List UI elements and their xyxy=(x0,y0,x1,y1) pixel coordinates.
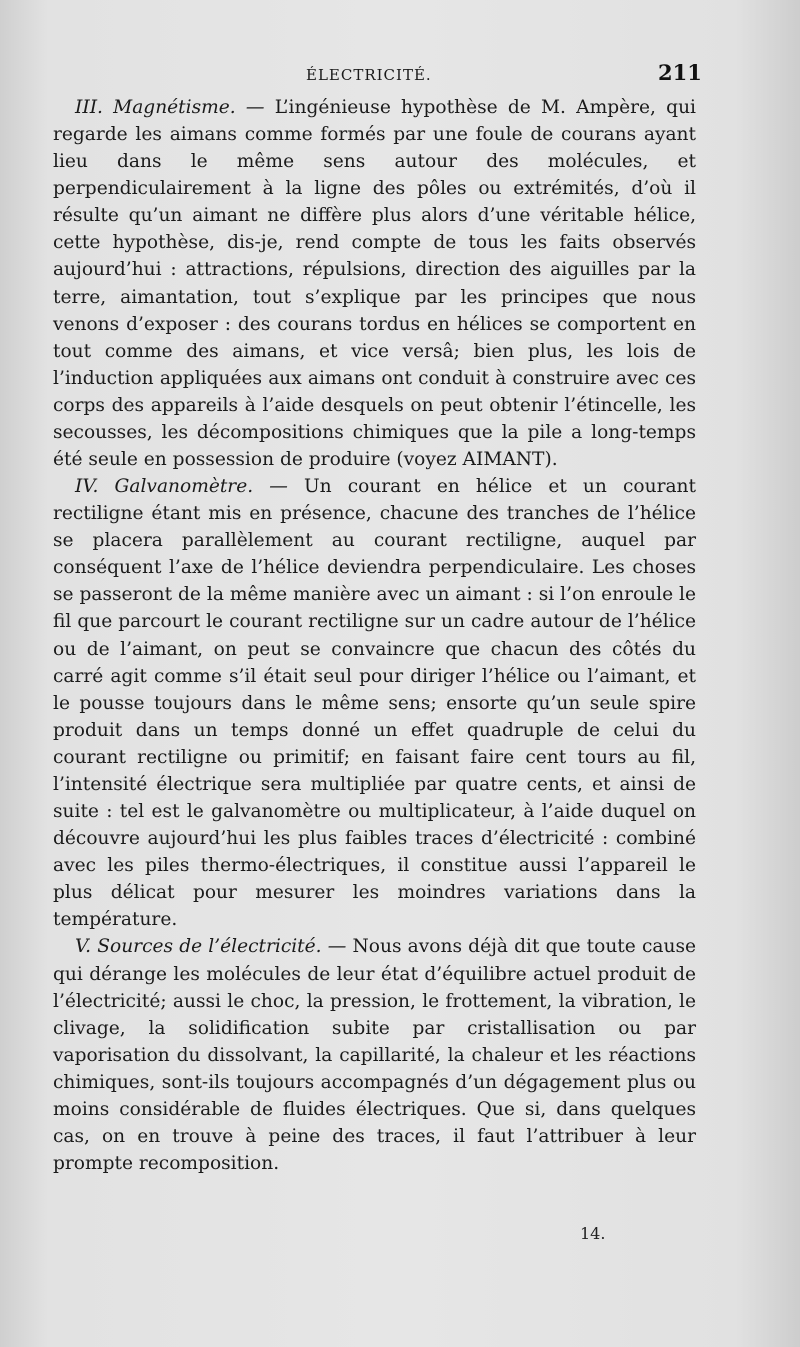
section-heading: IV. Galvanomètre. — xyxy=(75,476,288,498)
paragraph-text: Un courant en hélice et un courant rectiligne étant mis en présence, chacune des tranches de l’hélice se placera parallèlement au courant rectiligne, auquel par conséquent l’axe de l’hélice deviendra perpendiculaire. Les choses se passeront de la même manière avec un aimant : si l’on enroule le fil que parcourt le courant rectiligne sur un cadre autour de l’hélice ou de l’aimant, on peut se convaincre que chacun des côtés du carré agit comme s’il était seul pour diriger l’hélice ou l’aimant, et le pousse toujours dans le même sens; ensorte qu’un seule spire produit dans un temps donné un effet quadruple de celui du courant rectiligne ou primitif; en faisant faire cent tours au fil, l’intensité électrique sera multipliée par quatre cents, et ainsi de suite : tel est le galvanomètre ou multiplicateur, à l’aide duquel on découvre aujourd’hui les plus faibles traces d’électricité : combiné avec les piles thermo-électriques, il constitue aussi l’appareil le plus délicat pour mesurer les moindres variations dans la température. xyxy=(53,476,696,931)
running-title: ÉLECTRICITÉ. xyxy=(306,66,432,84)
page-header xyxy=(0,58,800,90)
paragraph-text: Nous avons déjà dit que toute cause qui dérange les molécules de leur état d’équilibre actuel produit de l’électricité; aussi le choc, la pression, le frottement, la vibration, le clivage, la solidification subite par cristallisation ou par vaporisation du dissolvant, la capillarité, la chaleur et les réactions chimiques, sont-ils toujours accompagnés d’un dégagement plus ou moins considérable de fluides électriques. Que si, dans quelques cas, on en trouve à peine des traces, il faut l’attribuer à leur prompte recomposition. xyxy=(53,936,696,1175)
paragraph-sources xyxy=(53,933,696,1177)
page-number: 211 xyxy=(658,60,702,85)
paragraph-text: L’ingénieuse hypothèse de M. Ampère, qui regarde les aimans comme formés par une foule de courans ayant lieu dans le même sens autour des molécules, et perpendiculairement à la ligne des pôles ou extrémités, d’où il résulte qu’un aimant ne diffère plus alors d’une véritable hélice, cette hypothèse, dis-je, rend compte de tous les faits observés aujourd’hui : attractions, répulsions, direction des aiguilles par la terre, aimantation, tout s’explique par les principes que nous venons d’exposer : des courans tordus en hélices se comportent en tout comme des aimans, et vice versâ; bien plus, les lois de l’induction appliquées aux aimans ont conduit à construire avec ces corps des appareils à l’aide desquels on peut obtenir l’étincelle, les secousses, les décompositions chimiques que la pile a long-temps été seule en possession de produire (voyez AIMANT). xyxy=(53,97,696,471)
paragraph-galvanometre xyxy=(53,473,696,933)
body-text xyxy=(53,94,696,1177)
section-heading: V. Sources de l’électricité. — xyxy=(75,936,347,958)
paragraph-magnetisme xyxy=(53,94,696,473)
section-heading: III. Magnétisme. — xyxy=(75,97,265,118)
signature-mark: 14. xyxy=(580,1224,606,1243)
